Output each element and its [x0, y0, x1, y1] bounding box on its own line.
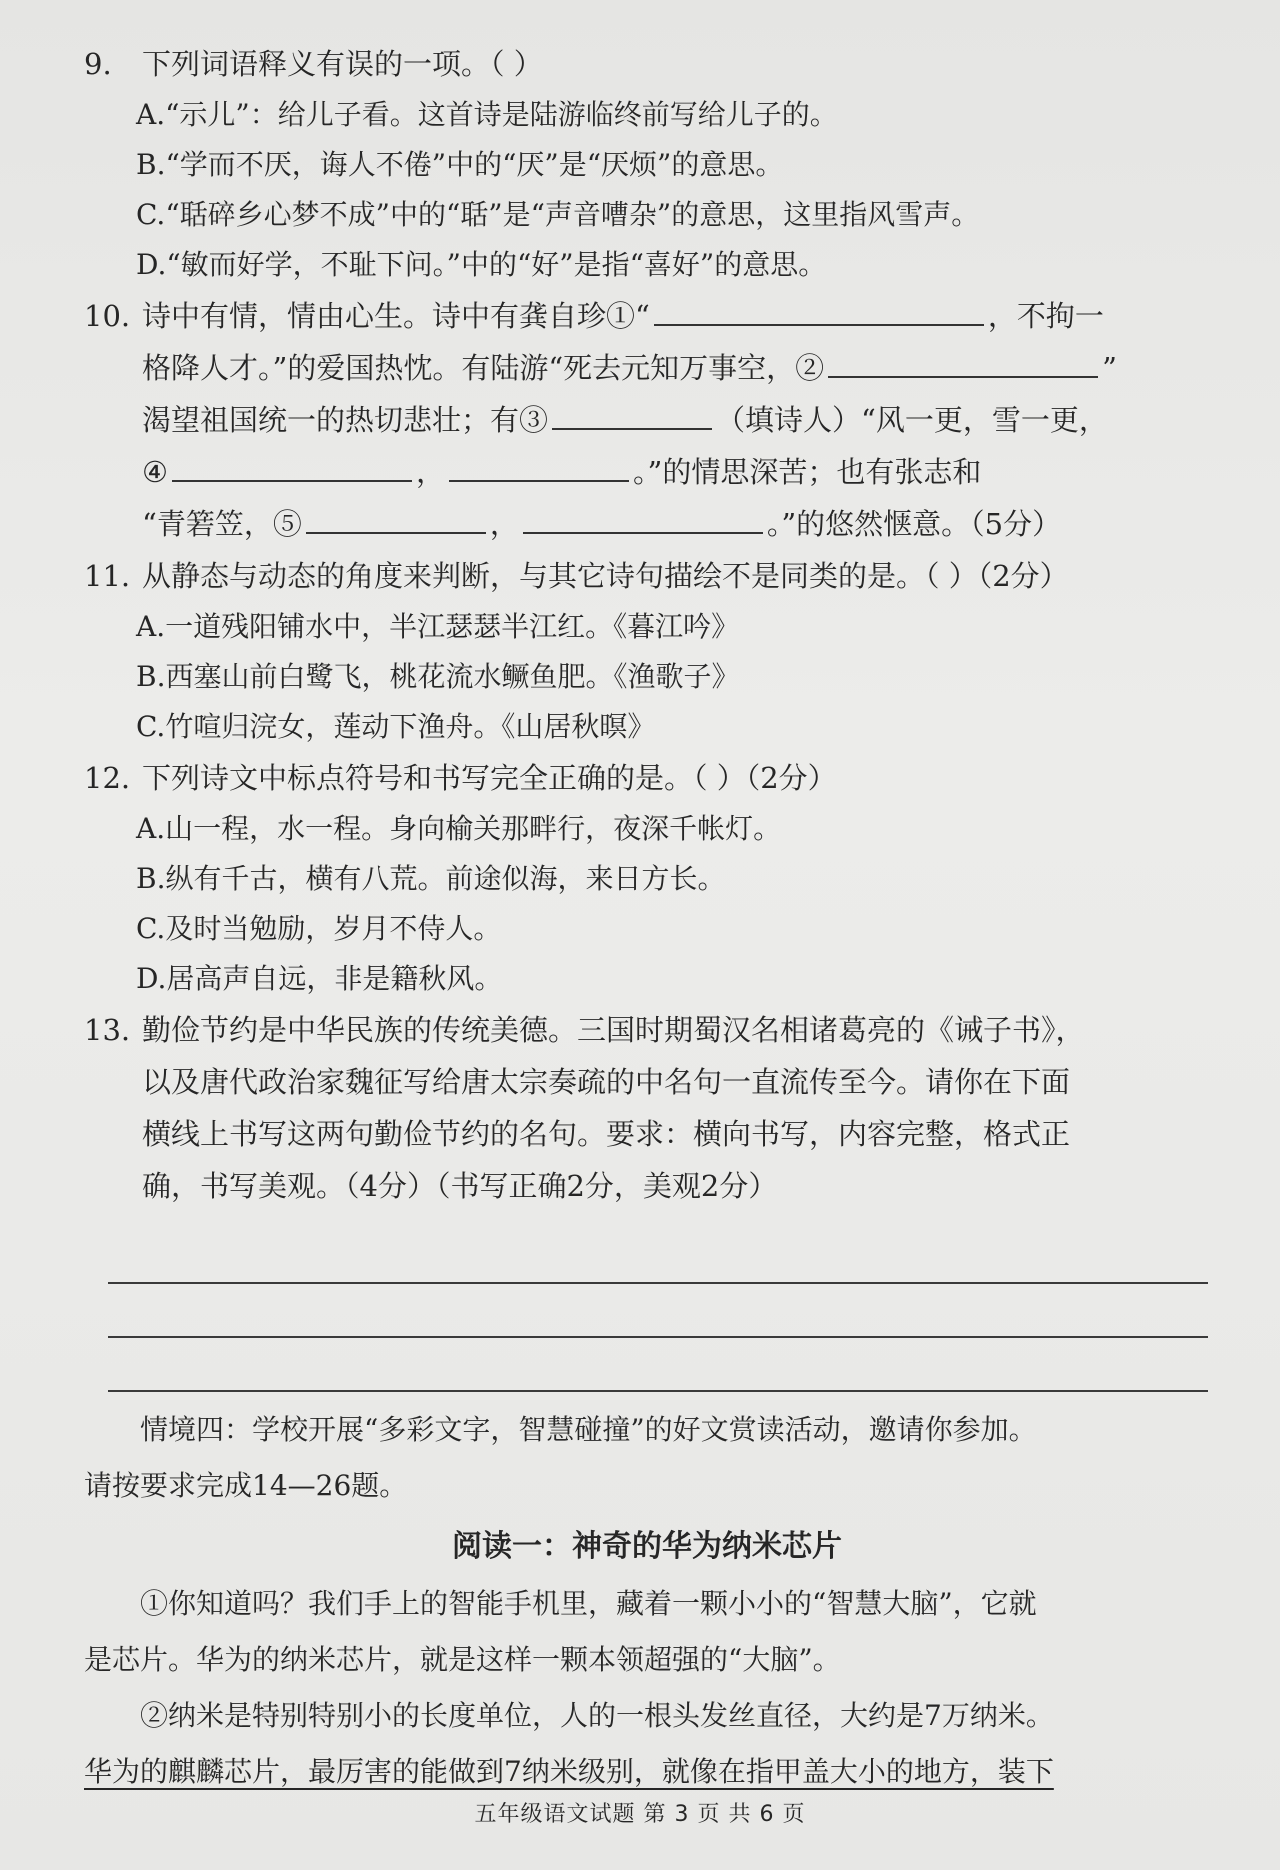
question-10-line-3 [84, 394, 1210, 446]
question-text: （填诗人）“风一更，雪一更， [716, 403, 1108, 437]
option-b: B.“学而不厌，诲人不倦”中的“厌”是“厌烦”的意思。 [136, 148, 784, 181]
question-stem [84, 38, 1210, 90]
question-text: ，不拘一 [987, 299, 1104, 333]
question-12 [84, 752, 1210, 1004]
question-13 [84, 1004, 1210, 1392]
option-c: C.及时当勉励，岁月不侍人。 [136, 912, 502, 945]
question-text: 横线上书写这两句勤俭节约的名句。要求：横向书写，内容完整，格式正 [142, 1117, 1071, 1151]
question-text: ， [416, 455, 446, 489]
option-a: A.一道残阳铺水中，半江瑟瑟半江红。《暮江吟》 [136, 610, 740, 643]
question-text: ” [1102, 351, 1117, 385]
option-c: C.“聒碎乡心梦不成”中的“聒”是“声音嘈杂”的意思，这里指风雪声。 [136, 198, 980, 231]
question-text: 下列诗文中标点符号和书写完全正确的是。（ ）（2分） [142, 761, 837, 795]
paragraph-line: 是芯片。华为的纳米芯片，就是这样一颗本领超强的“大脑”。 [84, 1643, 841, 1676]
question-stem [84, 1004, 1210, 1056]
page-footer: 五年级语文试题 第 3 页 共 6 页 [474, 1802, 806, 1827]
option-b: B.西塞山前白鹭飞，桃花流水鳜鱼肥。《渔歌子》 [136, 660, 740, 693]
fill-blank-5a[interactable] [306, 504, 486, 534]
question-stem [84, 752, 1210, 804]
option-d: D.居高声自远，非是籍秋风。 [136, 962, 503, 995]
writing-line[interactable] [108, 1284, 1208, 1338]
fill-blank-4b[interactable] [449, 452, 629, 482]
reading-paragraph-2 [84, 1688, 1210, 1800]
question-10-line-4 [84, 446, 1210, 498]
question-number: 10. [84, 299, 131, 333]
reading-title: 阅读一：神奇的华为纳米芯片 [452, 1529, 842, 1564]
fill-blank-3[interactable] [552, 400, 712, 430]
question-10-line-1 [84, 290, 1210, 342]
question-text: 以及唐代政治家魏征写给唐太宗奏疏的中名句一直流传至今。请你在下面 [142, 1065, 1071, 1099]
option-d: D.“敏而好学，不耻下问。”中的“好”是指“喜好”的意思。 [136, 248, 827, 281]
underlined-sentence: 华为的麒麟芯片，最厉害的能做到7纳米级别，就像在指甲盖大小的地方，装下 [84, 1755, 1054, 1788]
scenario-intro [84, 1402, 1210, 1514]
fill-blank-4a[interactable] [172, 452, 412, 482]
paragraph-line: ①你知道吗？我们手上的智能手机里，藏着一颗小小的“智慧大脑”，它就 [140, 1587, 1037, 1620]
option-a: A.山一程，水一程。身向榆关那畔行，夜深千帐灯。 [136, 812, 782, 845]
question-number: 11. [84, 559, 131, 593]
scenario-line: 情境四：学校开展“多彩文字，智慧碰撞”的好文赏读活动，邀请你参加。 [140, 1413, 1037, 1446]
question-text: “青箬笠，⑤ [142, 507, 302, 541]
question-number: 12. [84, 761, 131, 795]
question-text: 。”的情思深苦；也有张志和 [633, 455, 982, 489]
question-text: 格降人才。”的爱国热忱。有陆游“死去元知万事空，② [142, 351, 825, 385]
question-stem [84, 550, 1210, 602]
question-9 [84, 38, 1210, 290]
question-text: 下列词语释义有误的一项。（ ） [142, 47, 543, 81]
question-10-line-2 [84, 342, 1210, 394]
option-c: C.竹喧归浣女，莲动下渔舟。《山居秋暝》 [136, 710, 656, 743]
question-text: 诗中有情，情由心生。诗中有龚自珍①“ [142, 299, 650, 333]
question-text: 确，书写美观。（4分）（书写正确2分，美观2分） [142, 1169, 778, 1203]
option-a: A.“示儿”：给儿子看。这首诗是陆游临终前写给儿子的。 [136, 98, 838, 131]
question-text: ④ [142, 455, 168, 489]
question-10 [84, 290, 1210, 550]
writing-line[interactable] [108, 1338, 1208, 1392]
option-b: B.纵有千古，横有八荒。前途似海，来日方长。 [136, 862, 726, 895]
question-text: 勤俭节约是中华民族的传统美德。三国时期蜀汉名相诸葛亮的《诫子书》， [142, 1013, 1085, 1047]
question-text: 。”的悠然惬意。（5分） [766, 507, 1062, 541]
question-text: ， [489, 507, 519, 541]
reading-paragraph-1 [84, 1576, 1210, 1688]
question-number: 9. [84, 47, 112, 81]
question-number: 13. [84, 1013, 131, 1047]
fill-blank-5b[interactable] [523, 504, 763, 534]
fill-blank-2[interactable] [828, 348, 1098, 378]
scenario-line: 请按要求完成14—26题。 [84, 1469, 408, 1502]
fill-blank-1[interactable] [654, 296, 984, 326]
question-10-line-5 [84, 498, 1210, 550]
question-text: 从静态与动态的角度来判断，与其它诗句描绘不是同类的是。（ ）（2分） [142, 559, 1069, 593]
question-text: 渴望祖国统一的热切悲壮；有③ [142, 403, 549, 437]
question-11 [84, 550, 1210, 752]
writing-area[interactable] [108, 1230, 1210, 1392]
paragraph-line: ②纳米是特别特别小的长度单位，人的一根头发丝直径，大约是7万纳米。 [140, 1699, 1054, 1732]
writing-line[interactable] [108, 1230, 1208, 1284]
